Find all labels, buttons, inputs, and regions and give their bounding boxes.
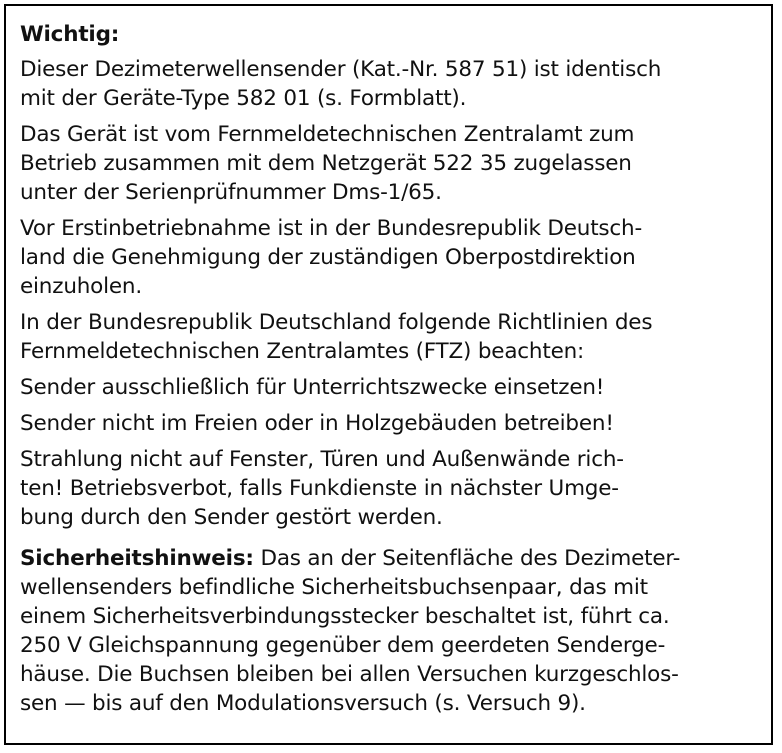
text-line: Dieser Dezimeterwellensender (Kat.-Nr. 587 51) ist identisch (20, 57, 662, 82)
paragraph-permit (20, 214, 759, 301)
text-line: Sender ausschließlich für Unterrichtszwecke einsetzen! (20, 375, 605, 400)
text-line: ten! Betriebsverbot, falls Funkdienste in nächster Umge- (20, 476, 619, 501)
text-line: einzuholen. (20, 274, 142, 299)
safety-first-line: Das an der Seitenfläche des Dezimeter- (253, 546, 681, 571)
text-line: Fernmeldetechnischen Zentralamtes (FTZ) beachten: (20, 339, 585, 364)
text-line: Sender nicht im Freien oder in Holzgebäuden betreiben! (20, 411, 614, 436)
text-line: Vor Erstinbetriebnahme ist in der Bundesrepublik Deutsch- (20, 216, 643, 241)
paragraph-safety-notice (20, 544, 759, 718)
paragraph-approval (20, 120, 759, 207)
text-line: land die Genehmigung der zuständigen Oberpostdirektion (20, 245, 636, 270)
text-line: Strahlung nicht auf Fenster, Türen und Außenwände rich- (20, 447, 624, 472)
text-line: Das Gerät ist vom Fernmeldetechnischen Zentralamt zum (20, 122, 635, 147)
text-line: unter der Serienprüfnummer Dms-1/65. (20, 180, 442, 205)
text-line: 250 V Gleichspannung gegenüber dem geerdeten Sendergе- (20, 633, 666, 658)
paragraph-guidelines (20, 308, 759, 366)
text-line: häuse. Die Buchsen bleiben bei allen Versuchen kurzgeschlos- (20, 662, 679, 687)
paragraph-teaching-only (20, 373, 759, 402)
notice-heading: Wichtig: (20, 22, 120, 47)
paragraph-indoor-only (20, 409, 759, 438)
paragraph-radiation (20, 445, 759, 532)
text-line: Betrieb zusammen mit dem Netzgerät 522 35 zugelassen (20, 151, 632, 176)
text-line: bung durch den Sender gestört werden. (20, 505, 443, 530)
text-line: In der Bundesrepublik Deutschland folgende Richtlinien des (20, 310, 653, 335)
text-line (20, 544, 759, 573)
text-line: wellensenders befindliche Sicherheitsbuchsenpaar, das mit (20, 575, 648, 600)
safety-label: Sicherheitshinweis: (20, 546, 254, 571)
notice-box (4, 4, 773, 745)
text-line: sen — bis auf den Modulationsversuch (s. Versuch 9). (20, 691, 586, 716)
paragraph-identity (20, 55, 759, 113)
text-line: einem Sicherheitsverbindungsstecker beschaltet ist, führt ca. (20, 604, 670, 629)
text-line: mit der Geräte-Type 582 01 (s. Formblatt). (20, 86, 467, 111)
